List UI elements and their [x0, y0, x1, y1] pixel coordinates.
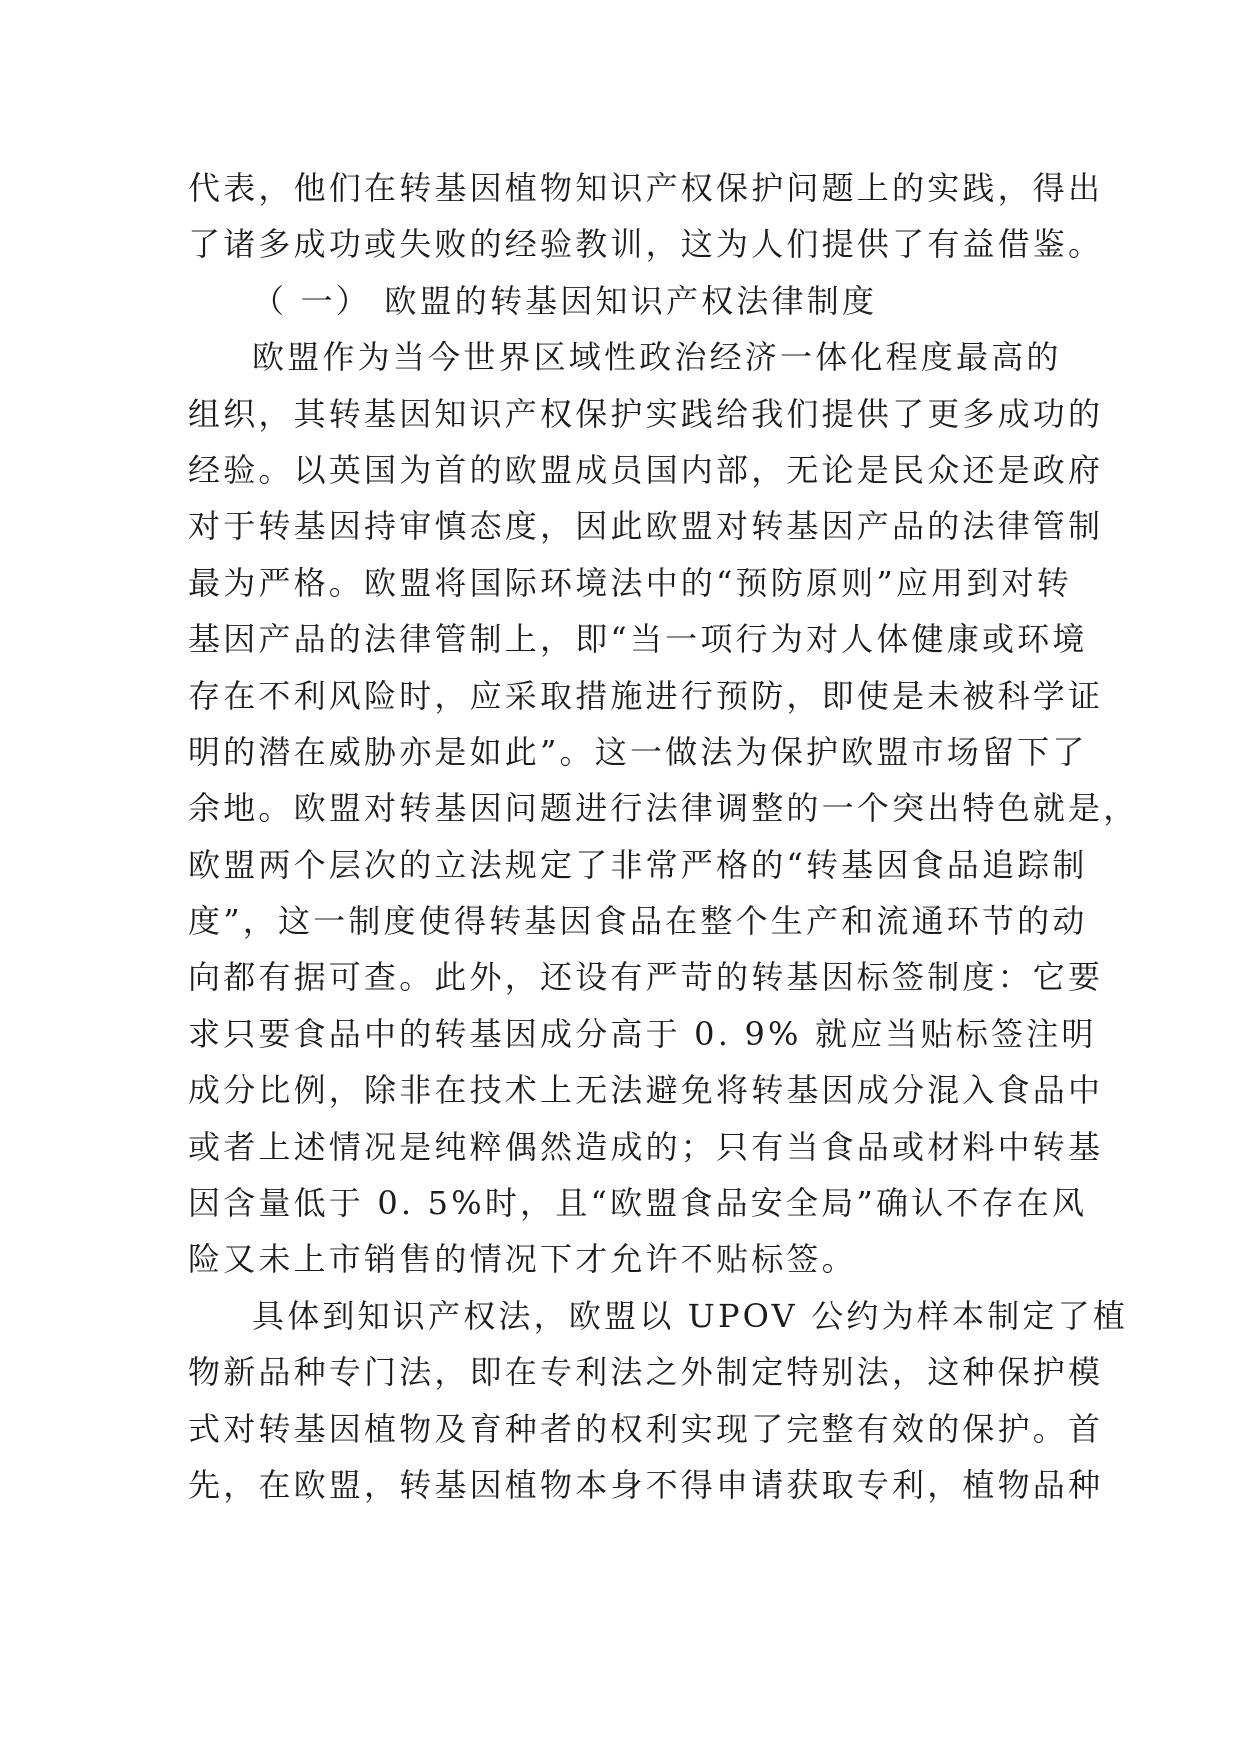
section-heading: （ 一） 欧盟的转基因知识产权法律制度	[252, 281, 878, 320]
paragraph-start-line: 欧盟作为当今世界区域性政治经济一体化程度最高的	[252, 338, 1062, 377]
text-line: 组织，其转基因知识产权保护实践给我们提供了更多成功的	[188, 394, 1104, 433]
text-line: 物新品种专门法，即在专利法之外制定特别法，这种保护模	[188, 1353, 1104, 1392]
text-line: 基因产品的法律管制上，即“当一项行为对人体健康或环境	[188, 620, 1088, 659]
text-line: 欧盟两个层次的立法规定了非常严格的“转基因食品追踪制	[188, 845, 1088, 884]
text-line: 度”，这一制度使得转基因食品在整个生产和流通环节的动	[188, 902, 1088, 941]
text-line: 明的潜在威胁亦是如此”。这一做法为保护欧盟市场留下了	[188, 732, 1088, 771]
text-line: 式对转基因植物及育种者的权利实现了完整有效的保护。首	[188, 1409, 1104, 1448]
text-line: 成分比例，除非在技术上无法避免将转基因成分混入食品中	[188, 1071, 1104, 1110]
text-line: 存在不利风险时，应采取措施进行预防，即使是未被科学证	[188, 676, 1104, 715]
text-line: 求只要食品中的转基因成分高于 0. 9% 就应当贴标签注明	[188, 1014, 1097, 1053]
paragraph-start-line: 具体到知识产权法，欧盟以 UPOV 公约为样本制定了植	[252, 1296, 1129, 1335]
text-line: 因含量低于 0. 5%时，且“欧盟食品安全局”确认不存在风	[188, 1184, 1088, 1223]
text-line: 向都有据可查。此外，还设有严苛的转基因标签制度：它要	[188, 958, 1104, 997]
text-line: 代表，他们在转基因植物知识产权保护问题上的实践，得出	[188, 169, 1104, 207]
text-line: 了诸多成功或失败的经验教训，这为人们提供了有益借鉴。	[188, 225, 1104, 264]
text-line: 或者上述情况是纯粹偶然造成的；只有当食品或材料中转基	[188, 1127, 1104, 1166]
text-line: 先，在欧盟，转基因植物本身不得申请获取专利，植物品种	[188, 1465, 1104, 1504]
text-line: 经验。以英国为首的欧盟成员国内部，无论是民众还是政府	[188, 450, 1104, 489]
text-line: 险又未上市销售的情况下才允许不贴标签。	[188, 1240, 857, 1279]
text-line: 余地。欧盟对转基因问题进行法律调整的一个突出特色就是，	[188, 789, 1139, 828]
text-line: 对于转基因持审慎态度，因此欧盟对转基因产品的法律管制	[188, 507, 1104, 546]
body-text	[188, 160, 1139, 1513]
text-line: 最为严格。欧盟将国际环境法中的“预防原则”应用到对转	[188, 563, 1072, 602]
